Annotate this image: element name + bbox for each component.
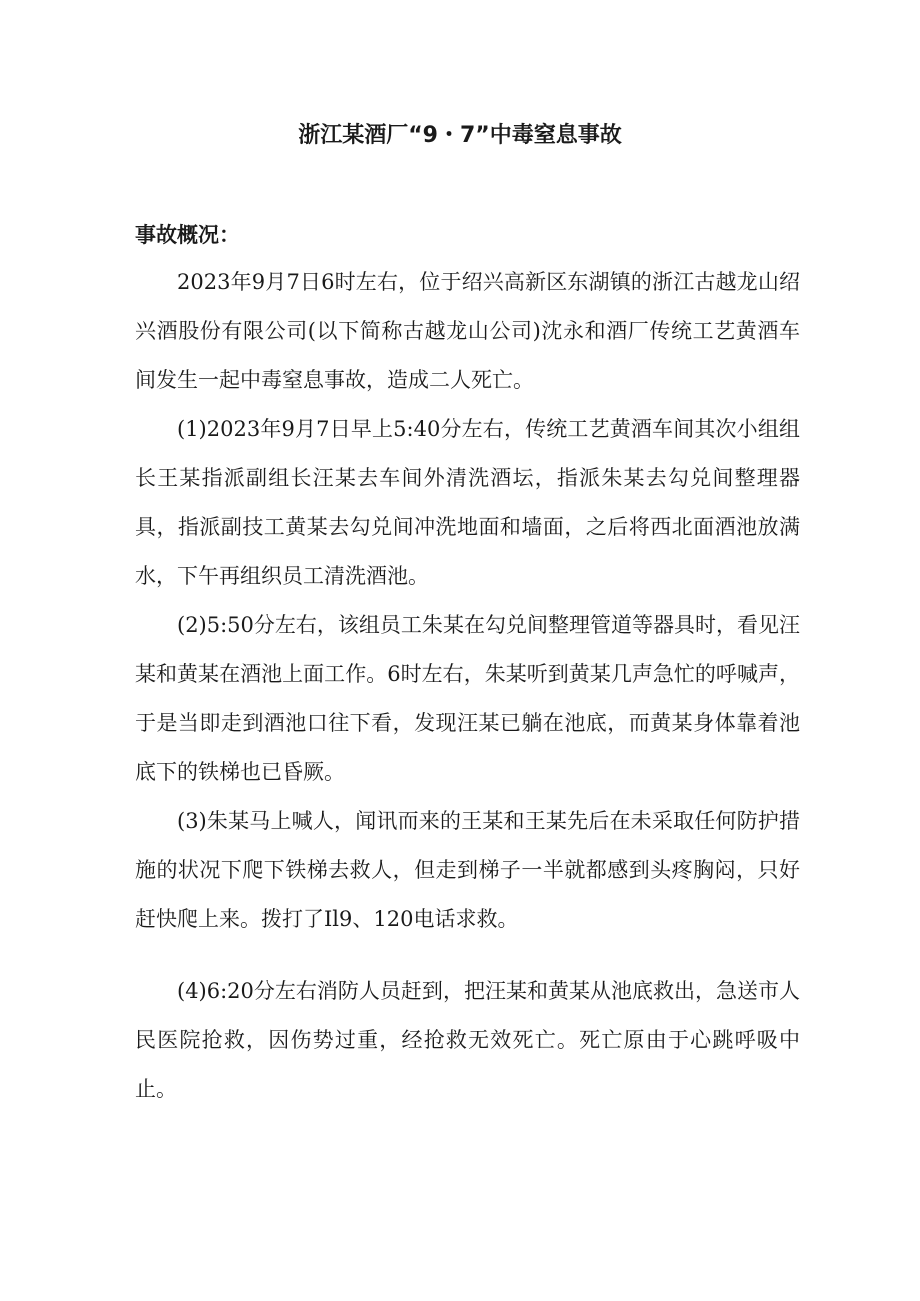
- paragraph-step-3: (3)朱某马上喊人，闻讯而来的王某和王某先后在未采取任何防护措施的状况下爬下铁梯去救人，但走到梯子一半就都感到头疼胸闷，只好赶快爬上来。拨打了Il9、120电话求救。: [135, 809, 800, 931]
- paragraph-step-1: (1)2023年9月7日早上5:40分左右，传统工艺黄酒车间其次小组组长王某指派副组长汪某去车间外清洗酒坛，指派朱某去勾兑间整理器具，指派副技工黄某去勾兑间冲洗地面和墙面，之后将西北面酒池放满水，下午再组织员工清洗酒池。: [135, 417, 800, 588]
- paragraph-step-4: (4)6:20分左右消防人员赶到，把汪某和黄某从池底救出，急送市人民医院抢救，因伤势过重，经抢救无效死亡。死亡原由于心跳呼吸中止。: [135, 979, 800, 1101]
- paragraph-step-2: (2)5:50分左右，该组员工朱某在勾兑间整理管道等器具时，看见汪某和黄某在酒池上面工作。6时左右，朱某听到黄某几声急忙的呼喊声，于是当即走到酒池口往下看，发现汪某已躺在池底，而黄某身体靠着池底下的铁梯也已昏厥。: [135, 613, 800, 784]
- document-title: 浙江某酒厂“9・7”中毒窒息事故: [298, 123, 622, 148]
- paragraph-overview: 2023年9月7日6时左右，位于绍兴高新区东湖镇的浙江古越龙山绍兴酒股份有限公司(以下简称古越龙山公司)沈永和酒厂传统工艺黄酒车间发生一起中毒窒息事故，造成二人死亡。: [135, 270, 800, 392]
- section-heading: 事故概况：: [135, 223, 240, 247]
